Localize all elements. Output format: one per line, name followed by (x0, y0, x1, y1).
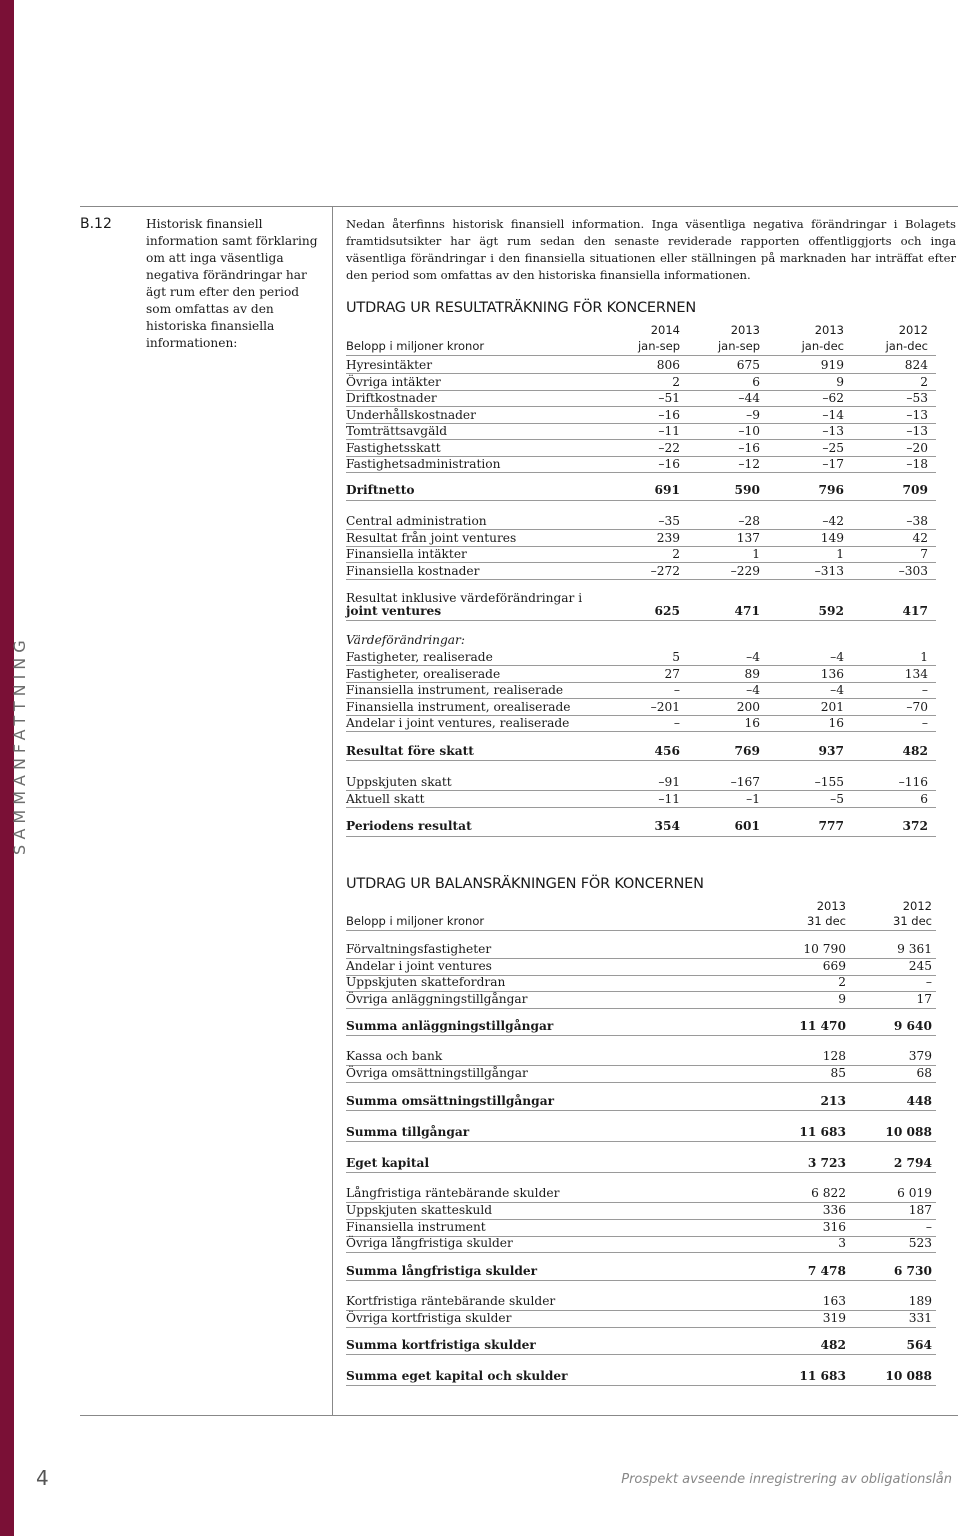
unit-label: Belopp i miljoner kronor (346, 339, 485, 353)
row-label: joint ventures (346, 604, 442, 618)
row-value: 448 (906, 1094, 932, 1108)
table-row (346, 407, 936, 424)
row-value: 824 (904, 358, 928, 372)
row-label: Periodens resultat (346, 819, 472, 833)
row-value: 42 (912, 530, 928, 545)
row-rule (346, 579, 936, 580)
row-label: Andelar i joint ventures (346, 959, 492, 973)
row-value: 9 640 (893, 1019, 932, 1033)
row-label: Värdeförändringar: (346, 633, 465, 647)
row-label: Eget kapital (346, 1156, 430, 1170)
column-period: jan-sep (637, 339, 680, 353)
row-value: 471 (734, 604, 760, 618)
row-value: –5 (830, 791, 844, 806)
row-value: 806 (656, 358, 680, 372)
row-value: 6 730 (893, 1264, 932, 1278)
row-rule (346, 1327, 936, 1328)
row-value: –12 (738, 457, 760, 471)
table-row (346, 563, 936, 580)
row-value: 136 (820, 666, 844, 681)
row-rule (346, 731, 936, 732)
row-value: 7 478 (807, 1264, 846, 1278)
row-value: –35 (658, 514, 680, 528)
balance-total-row (346, 1124, 936, 1141)
row-value: 9 (838, 992, 846, 1006)
balance-row (346, 991, 936, 1008)
row-value: 3 723 (807, 1156, 846, 1170)
row-value: 11 683 (799, 1369, 846, 1383)
row-value: 2 (838, 975, 846, 989)
row-value: –42 (822, 514, 844, 528)
row-label: Aktuell skatt (346, 791, 425, 806)
row-value: 1 (920, 650, 928, 664)
row-label: Finansiella intäkter (346, 547, 467, 561)
row-value: 11 683 (799, 1125, 846, 1139)
column-year: 2014 (650, 323, 680, 337)
row-value: 16 (744, 716, 760, 730)
table-row (346, 682, 936, 699)
row-value: – (925, 975, 932, 989)
row-rule (346, 355, 936, 356)
row-value: 149 (820, 530, 844, 545)
row-label: Summa långfristiga skulder (346, 1264, 538, 1278)
row-value: 89 (744, 666, 760, 681)
row-value: –14 (822, 407, 844, 422)
row-value: –20 (906, 440, 928, 455)
row-value: –11 (658, 791, 680, 806)
table-row (346, 374, 936, 391)
row-rule (346, 500, 936, 501)
row-value: 189 (908, 1294, 932, 1308)
row-value: –62 (822, 391, 844, 405)
table-row (346, 440, 936, 457)
row-label: Underhållskostnader (346, 407, 476, 422)
row-rule (346, 1110, 936, 1111)
row-rule (346, 1141, 936, 1142)
row-value: – (673, 683, 680, 697)
row-label: Uppskjuten skattefordran (346, 975, 506, 989)
row-label: Resultat från joint ventures (346, 530, 517, 545)
row-value: 919 (820, 358, 844, 372)
row-value: 2 (920, 374, 928, 389)
balance-row (346, 1310, 936, 1327)
table-row (346, 546, 936, 563)
row-value: –18 (906, 457, 928, 471)
intro-text: Nedan återfinns historisk finansiell information. Inga väsentliga negativa förändringar i Bolagets framtidsutsikter har ägt rum sedan den senaste reviderade rapporten offentliggjorts och inga väsentliga förändringar i den finansiella situationen eller ställningen på marknaden har inträffat efter den period som omfattas av den historiska finansiella informationen. (346, 217, 956, 282)
row-value: –303 (898, 563, 928, 578)
row-rule (346, 836, 936, 837)
row-label: Central administration (346, 514, 487, 528)
row-value: 85 (830, 1066, 846, 1080)
table-row (346, 774, 936, 791)
row-value: –4 (830, 650, 844, 664)
row-rule (346, 1008, 936, 1009)
table-row (346, 513, 936, 530)
table-row (346, 530, 936, 547)
balance-header-periods (346, 913, 936, 930)
table-row (346, 649, 936, 666)
column-year: 2013 (816, 899, 846, 913)
row-value: –91 (658, 775, 680, 789)
column-year: 2013 (814, 323, 844, 337)
row-value: 331 (908, 1311, 932, 1325)
row-value: 9 361 (897, 942, 932, 956)
row-label: Hyresintäkter (346, 358, 433, 372)
row-label: Övriga omsättningstillgångar (346, 1066, 528, 1080)
row-label: Övriga kortfristiga skulder (346, 1311, 512, 1325)
row-value: 456 (654, 744, 680, 758)
row-rule (346, 1280, 936, 1281)
row-value: –13 (906, 407, 928, 422)
row-label: Långfristiga räntebärande skulder (346, 1186, 560, 1200)
balance-row (346, 958, 936, 975)
column-year: 2012 (902, 899, 932, 913)
row-value: 691 (654, 483, 680, 497)
column-divider (332, 206, 333, 1416)
row-label: Finansiella instrument, realiserade (346, 683, 564, 697)
section-heading: Historisk finansiell information samt förklaring om att inga väsentliga negativa förändringar har ägt rum efter den period som omfattas av den historiska finansiella informationen: (146, 217, 318, 350)
table-row (346, 456, 936, 473)
row-rule (346, 1035, 936, 1036)
row-label: Övriga långfristiga skulder (346, 1236, 513, 1250)
table-row (346, 357, 936, 374)
column-year: 2012 (898, 323, 928, 337)
row-value: 5 (672, 650, 680, 664)
row-value: –4 (746, 683, 760, 697)
row-value: 11 470 (799, 1019, 846, 1033)
row-value: 769 (734, 744, 760, 758)
balance-row (346, 1185, 936, 1202)
row-value: 10 088 (885, 1369, 932, 1383)
row-value: –116 (898, 775, 928, 789)
row-value: 482 (820, 1338, 846, 1352)
row-value: 482 (902, 744, 928, 758)
row-value: 10 088 (885, 1125, 932, 1139)
row-value: 372 (902, 819, 928, 833)
resultat-jv-row (346, 603, 936, 620)
row-rule (346, 760, 936, 761)
row-value: 592 (818, 604, 844, 618)
row-value: 354 (654, 819, 680, 833)
row-value: –28 (738, 514, 760, 528)
row-label: Summa eget kapital och skulder (346, 1369, 568, 1383)
row-label: Fastighetsadministration (346, 457, 501, 471)
row-value: –1 (746, 791, 760, 806)
column-year: 2013 (730, 323, 760, 337)
row-value: –9 (746, 407, 760, 422)
row-value: 564 (906, 1338, 932, 1352)
row-label: Uppskjuten skatteskuld (346, 1203, 493, 1217)
balance-total-row (346, 1337, 936, 1354)
row-value: 2 (672, 374, 680, 389)
row-rule (346, 1082, 936, 1083)
row-value: 16 (828, 716, 844, 730)
resultat-jv-label-1: Resultat inklusive värdeförändringar i (346, 591, 583, 605)
table-row (346, 423, 936, 440)
row-value: 316 (822, 1220, 846, 1234)
row-value: –11 (658, 424, 680, 438)
row-value: –229 (730, 563, 760, 578)
row-value: 187 (908, 1203, 932, 1217)
row-value: 128 (822, 1049, 846, 1063)
row-label: Driftkostnader (346, 391, 437, 405)
balance-total-row (346, 1155, 936, 1172)
row-value: –201 (650, 699, 680, 714)
value-changes-heading (346, 632, 936, 649)
row-label: Finansiella instrument (346, 1220, 486, 1234)
column-period: 31 dec (893, 914, 932, 928)
row-value: 796 (818, 483, 844, 497)
row-rule (346, 1172, 936, 1173)
row-label: Uppskjuten skatt (346, 775, 452, 789)
row-value: 239 (656, 530, 680, 545)
row-value: –16 (738, 440, 760, 455)
row-value: –22 (658, 440, 680, 455)
row-value: –16 (658, 457, 680, 471)
row-label: Summa tillgångar (346, 1125, 470, 1139)
row-rule (346, 930, 936, 931)
row-value: – (673, 716, 680, 730)
balance-total-row (346, 1018, 936, 1035)
row-value: 777 (818, 819, 844, 833)
row-rule (346, 1354, 936, 1355)
row-value: 709 (902, 483, 928, 497)
balance-total-row (346, 1093, 936, 1110)
row-label: Fastigheter, orealiserade (346, 666, 501, 681)
row-value: 937 (818, 744, 844, 758)
row-value: 3 (838, 1236, 846, 1250)
row-value: 201 (820, 699, 844, 714)
table-row (346, 715, 936, 732)
row-value: 675 (736, 358, 760, 372)
balance-row (346, 1293, 936, 1310)
footer-title: Prospekt avseende inregistrering av obligationslån (621, 1472, 952, 1487)
column-period: jan-dec (885, 339, 928, 353)
row-value: –16 (658, 407, 680, 422)
column-period: jan-sep (717, 339, 760, 353)
row-value: 336 (822, 1203, 846, 1217)
row-label: Summa kortfristiga skulder (346, 1338, 536, 1352)
balance-row (346, 1235, 936, 1252)
top-divider (80, 206, 958, 207)
row-value: 523 (908, 1236, 932, 1250)
row-value: 2 794 (893, 1156, 932, 1170)
row-value: 163 (822, 1294, 846, 1308)
periodens-resultat-row (346, 818, 936, 835)
row-label: Förvaltningsfastigheter (346, 942, 492, 956)
row-label: Kassa och bank (346, 1049, 443, 1063)
row-label: Fastigheter, realiserade (346, 650, 493, 664)
section-number: B.12 (80, 216, 112, 232)
balance-row (346, 1048, 936, 1065)
row-value: 379 (908, 1049, 932, 1063)
row-value: 213 (820, 1094, 846, 1108)
row-label: Finansiella instrument, orealiserade (346, 699, 571, 714)
table-row (346, 791, 936, 808)
row-value: 68 (916, 1066, 932, 1080)
row-value: 1 (752, 547, 760, 561)
page-number: 4 (36, 1466, 49, 1490)
row-value: –44 (738, 391, 760, 405)
row-value: –155 (814, 775, 844, 789)
row-rule (346, 1385, 936, 1386)
row-value: 6 (752, 374, 760, 389)
row-value: 137 (736, 530, 760, 545)
row-value: 9 (836, 374, 844, 389)
balance-row (346, 974, 936, 991)
row-value: 319 (822, 1311, 846, 1325)
unit-label: Belopp i miljoner kronor (346, 914, 485, 928)
row-rule (346, 807, 936, 808)
row-value: 17 (916, 992, 932, 1006)
row-value: – (921, 716, 928, 730)
balance-total-row (346, 1263, 936, 1280)
column-period: jan-dec (801, 339, 844, 353)
row-value: –313 (814, 563, 844, 578)
row-value: –51 (658, 391, 680, 405)
row-value: – (925, 1220, 932, 1234)
row-rule (346, 1252, 936, 1253)
row-value: 10 790 (803, 942, 846, 956)
row-label: Andelar i joint ventures, realiserade (346, 716, 570, 730)
row-rule (346, 472, 936, 473)
row-label: Övriga intäkter (346, 374, 441, 389)
row-value: 6 (920, 791, 928, 806)
income-statement-title: UTDRAG UR RESULTATRÄKNING FÖR KONCERNEN (346, 300, 697, 316)
row-value: 1 (836, 547, 844, 561)
row-value: –272 (650, 563, 680, 578)
row-label: Summa anläggningstillgångar (346, 1019, 554, 1033)
bottom-divider (80, 1415, 958, 1416)
row-value: –10 (738, 424, 760, 438)
row-label: Övriga anläggningstillgångar (346, 992, 528, 1006)
row-value: 669 (822, 959, 846, 973)
row-value: –17 (822, 457, 844, 471)
row-rule (346, 620, 936, 621)
row-value: 625 (654, 604, 680, 618)
column-period: 31 dec (807, 914, 846, 928)
row-value: –13 (906, 424, 928, 438)
row-label: Tomträttsavgäld (346, 424, 448, 438)
row-value: 6 822 (811, 1186, 846, 1200)
table-row (346, 390, 936, 407)
table-row (346, 699, 936, 716)
balance-row (346, 941, 936, 958)
balance-sheet-title: UTDRAG UR BALANSRÄKNINGEN FÖR KONCERNEN (346, 876, 704, 892)
row-value: 2 (672, 547, 680, 561)
row-value: 7 (920, 547, 928, 561)
row-label: Fastighetsskatt (346, 440, 441, 455)
side-label: SAMMANFATTNING (10, 635, 29, 855)
row-value: 590 (734, 483, 760, 497)
row-value: – (921, 683, 928, 697)
row-value: –13 (822, 424, 844, 438)
row-label: Summa omsättningstillgångar (346, 1094, 555, 1108)
driftnetto-row (346, 482, 936, 499)
table-row (346, 666, 936, 683)
row-value: –4 (746, 650, 760, 664)
row-value: –38 (906, 514, 928, 528)
balance-row (346, 1219, 936, 1236)
row-value: 417 (902, 604, 928, 618)
row-value: 6 019 (897, 1186, 932, 1200)
balance-total-row (346, 1368, 936, 1385)
table-header-years (346, 322, 936, 339)
row-label: Resultat före skatt (346, 744, 474, 758)
row-value: 200 (736, 699, 760, 714)
row-label: Finansiella kostnader (346, 563, 480, 578)
row-value: –167 (730, 775, 760, 789)
row-label: Driftnetto (346, 483, 415, 497)
table-header-periods (346, 338, 936, 355)
row-value: 245 (908, 959, 932, 973)
row-value: 601 (734, 819, 760, 833)
balance-row (346, 1202, 936, 1219)
row-value: –4 (830, 683, 844, 697)
row-label: Kortfristiga räntebärande skulder (346, 1294, 556, 1308)
row-value: 27 (664, 666, 680, 681)
row-value: –25 (822, 440, 844, 455)
row-value: –70 (906, 699, 928, 714)
row-value: –53 (906, 391, 928, 405)
resultat-fore-skatt-row (346, 743, 936, 760)
row-value: 134 (904, 666, 928, 681)
balance-row (346, 1065, 936, 1082)
